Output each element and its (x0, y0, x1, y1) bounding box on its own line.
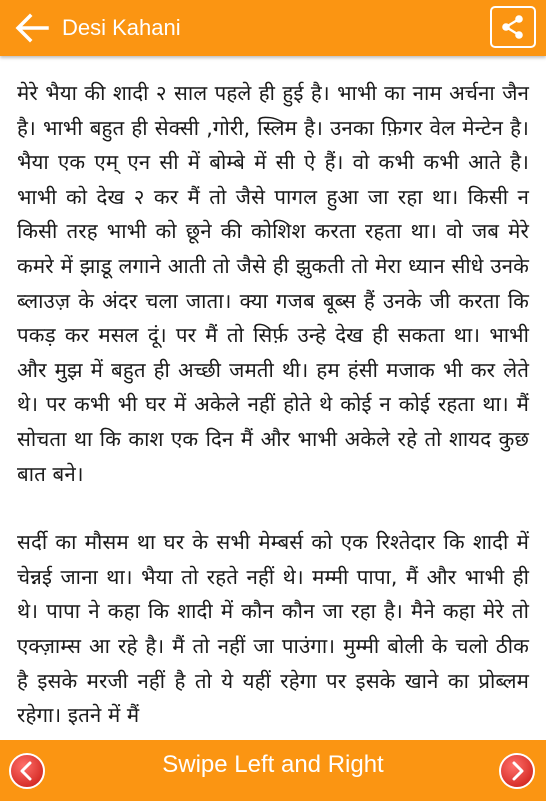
app-title: Desi Kahani (62, 15, 181, 40)
story-paragraph: सर्दी का मौसम था घर के सभी मेम्बर्स को एक रिश्तेदार कि शादी में चेन्नई जाना था। भैया तो रहते नहीं थे। मम्मी पापा, मैं और भाभी ही थे। पापा ने कहा कि शादी में कौन कौन जा रहा है। मैने कहा मेरे तो एक्ज़ाम्स आ रहे है। मैं तो नहीं जा पाउंगा। मुम्मी बोली के चलो ठीक है इसके मरजी नहीं है तो ये यहीं रहेगा पर इसके खाने का प्रोब्लम रहेगा। इतने में मैं (17, 530, 529, 728)
app-bar (0, 0, 546, 56)
share-icon (500, 14, 526, 40)
share-button[interactable] (490, 6, 536, 48)
next-page-button[interactable] (498, 752, 536, 790)
bottom-bar (0, 740, 546, 801)
next-arrow-icon (498, 752, 536, 790)
back-button[interactable] (10, 8, 54, 48)
story-paragraph: मेरे भैया की शादी २ साल पहले ही हुई है। भाभी का नाम अर्चना जैन है। भाभी बहुत ही सेक्सी ,गोरी, स्लिम है। उनका फ़िगर वेल मेन्टेन है। भैया एक एम् एन सी में बोम्बे में सी ऐ हैं। वो कभी कभी आते है। भाभी को देख २ कर मैं तो जैसे पागल हुआ जा रहा था। किसी न किसी तरह भाभी को छूने की कोशिश करता रहता था। वो जब मेरे कमरे में झाडू लगाने आती तो जैसे ही झुकती तो मेरा ध्यान सीधे उनके ब्लाउज़ के अंदर चला जाता। क्या गजब बूब्स हैं उनके जी करता कि पकड़ कर मसल दूं। पर मैं तो सिर्फ़ उन्हे देख ही सकता था। भाभी और मुझ में बहुत ही अच्छी जमती थी। हम हंसी मजाक भी कर लेते थे। पर कभी भी घर में अकेले नहीं होते थे कोई न कोई रहता था। मैं सोचता था कि काश एक दिन मैं और भाभी अकेले रहे तो शायद कुछ बात बने। (17, 81, 529, 486)
story-text (0, 56, 546, 733)
story-scroll-area[interactable] (0, 56, 546, 740)
swipe-hint: Swipe Left and Right (162, 751, 384, 778)
arrow-left-icon (15, 13, 49, 43)
